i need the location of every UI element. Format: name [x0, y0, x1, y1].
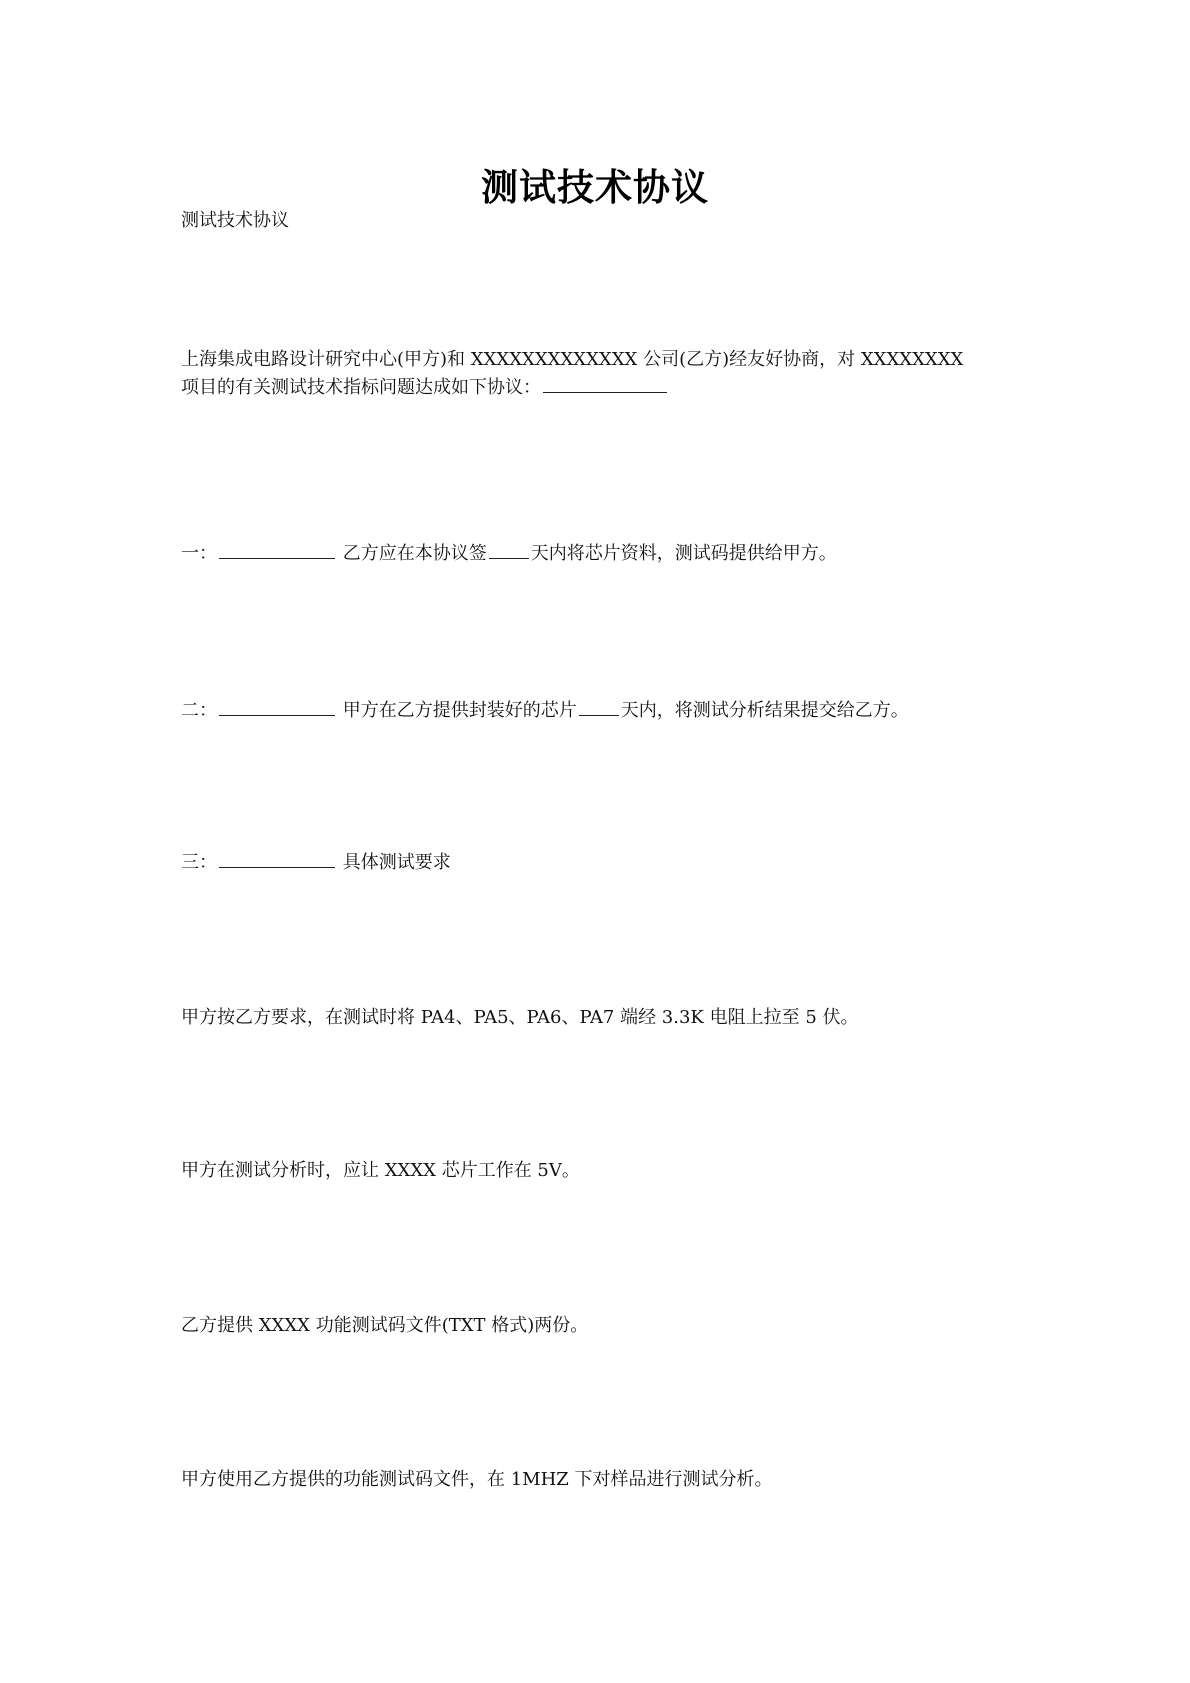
requirement-3: 乙方提供 XXXX 功能测试码文件(TXT 格式)两份。 [181, 1315, 589, 1336]
clause-2-text-before: 甲方在乙方提供封装好的芯片 [342, 700, 577, 721]
intro-line-2-text: 项目的有关测试技术指标问题达成如下协议： [181, 377, 541, 398]
clause-1 [181, 540, 837, 567]
clause-2-label: 二： [181, 700, 217, 721]
clause-1-text-before: 乙方应在本协议签 [342, 543, 487, 564]
document-title: 测试技术协议 [481, 166, 709, 209]
clause-2-text-after: 天内，将测试分析结果提交给乙方。 [620, 700, 909, 721]
document-subtitle: 测试技术协议 [181, 210, 289, 231]
clause-2-days-blank[interactable] [579, 697, 619, 716]
clause-3 [181, 849, 451, 876]
clause-3-label: 三： [181, 852, 217, 873]
intro-blank[interactable] [543, 374, 667, 393]
clause-3-text: 具体测试要求 [342, 852, 451, 873]
clause-1-days-blank[interactable] [489, 540, 529, 559]
clause-2-blank[interactable] [219, 697, 335, 716]
intro-line-2 [181, 374, 669, 401]
clause-1-blank[interactable] [219, 540, 335, 559]
intro-line-1: 上海集成电路设计研究中心(甲方)和 XXXXXXXXXXXXX 公司(乙方)经友好协商，对 XXXXXXXX [181, 349, 964, 370]
clause-1-label: 一： [181, 543, 217, 564]
requirement-4: 甲方使用乙方提供的功能测试码文件，在 1MHZ 下对样品进行测试分析。 [181, 1469, 773, 1490]
clause-1-text-after: 天内将芯片资料，测试码提供给甲方。 [530, 543, 837, 564]
clause-2 [181, 697, 909, 724]
requirement-2: 甲方在测试分析时，应让 XXXX 芯片工作在 5V。 [181, 1160, 580, 1181]
clause-3-blank[interactable] [219, 849, 335, 868]
requirement-1: 甲方按乙方要求，在测试时将 PA4、PA5、PA6、PA7 端经 3.3K 电阻上拉至 5 伏。 [181, 1007, 859, 1028]
